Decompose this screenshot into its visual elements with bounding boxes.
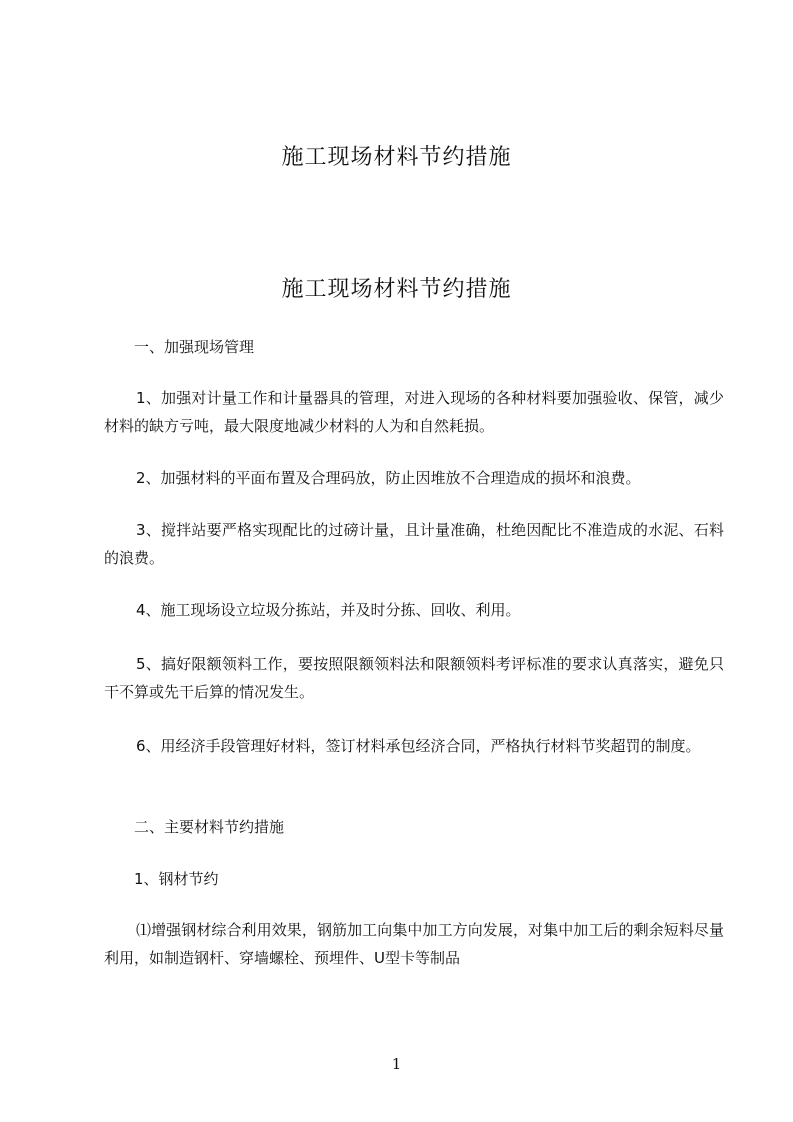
paragraph-1-6: 6、用经济手段管理好材料，签订材料承包经济合同，严格执行材料节奖超罚的制度。 — [136, 737, 701, 755]
paragraph-1-3: 3、搅拌站要严格实现配比的过磅计量，且计量准确，杜绝因配比不准造成的水泥、石料的浪费。 — [104, 521, 724, 567]
paragraph-1-5: 5、搞好限额领料工作，要按照限额领料法和限额领料考评标准的要求认真落实，避免只干不算或先干后算的情况发生。 — [104, 655, 724, 701]
document-title: 施工现场材料节约措施 — [281, 277, 512, 302]
paragraph-2-1: ⑴增强钢材综合利用效果，钢筋加工向集中加工方向发展，对集中加工后的剩余短料尽量利用，如制造钢杆、穿墙螺栓、预埋件、U型卡等制品 — [104, 921, 724, 967]
paragraph-1-1: 1、加强对计量工作和计量器具的管理，对进入现场的各种材料要加强验收、保管，减少材料的缺方亏吨，最大限度地减少材料的人为和自然耗损。 — [104, 389, 724, 435]
paragraph-1-4: 4、施工现场设立垃圾分拣站，并及时分拣、回收、利用。 — [136, 601, 521, 619]
subsection-heading: 1、钢材节约 — [134, 870, 219, 888]
section-heading-2: 二、主要材料节约措施 — [134, 818, 285, 836]
section-heading-1: 一、加强现场管理 — [134, 338, 255, 356]
paragraph-1-2: 2、加强材料的平面布置及合理码放，防止因堆放不合理造成的损坏和浪费。 — [136, 469, 641, 487]
header-title: 施工现场材料节约措施 — [281, 145, 512, 170]
page-number: 1 — [391, 1055, 402, 1073]
